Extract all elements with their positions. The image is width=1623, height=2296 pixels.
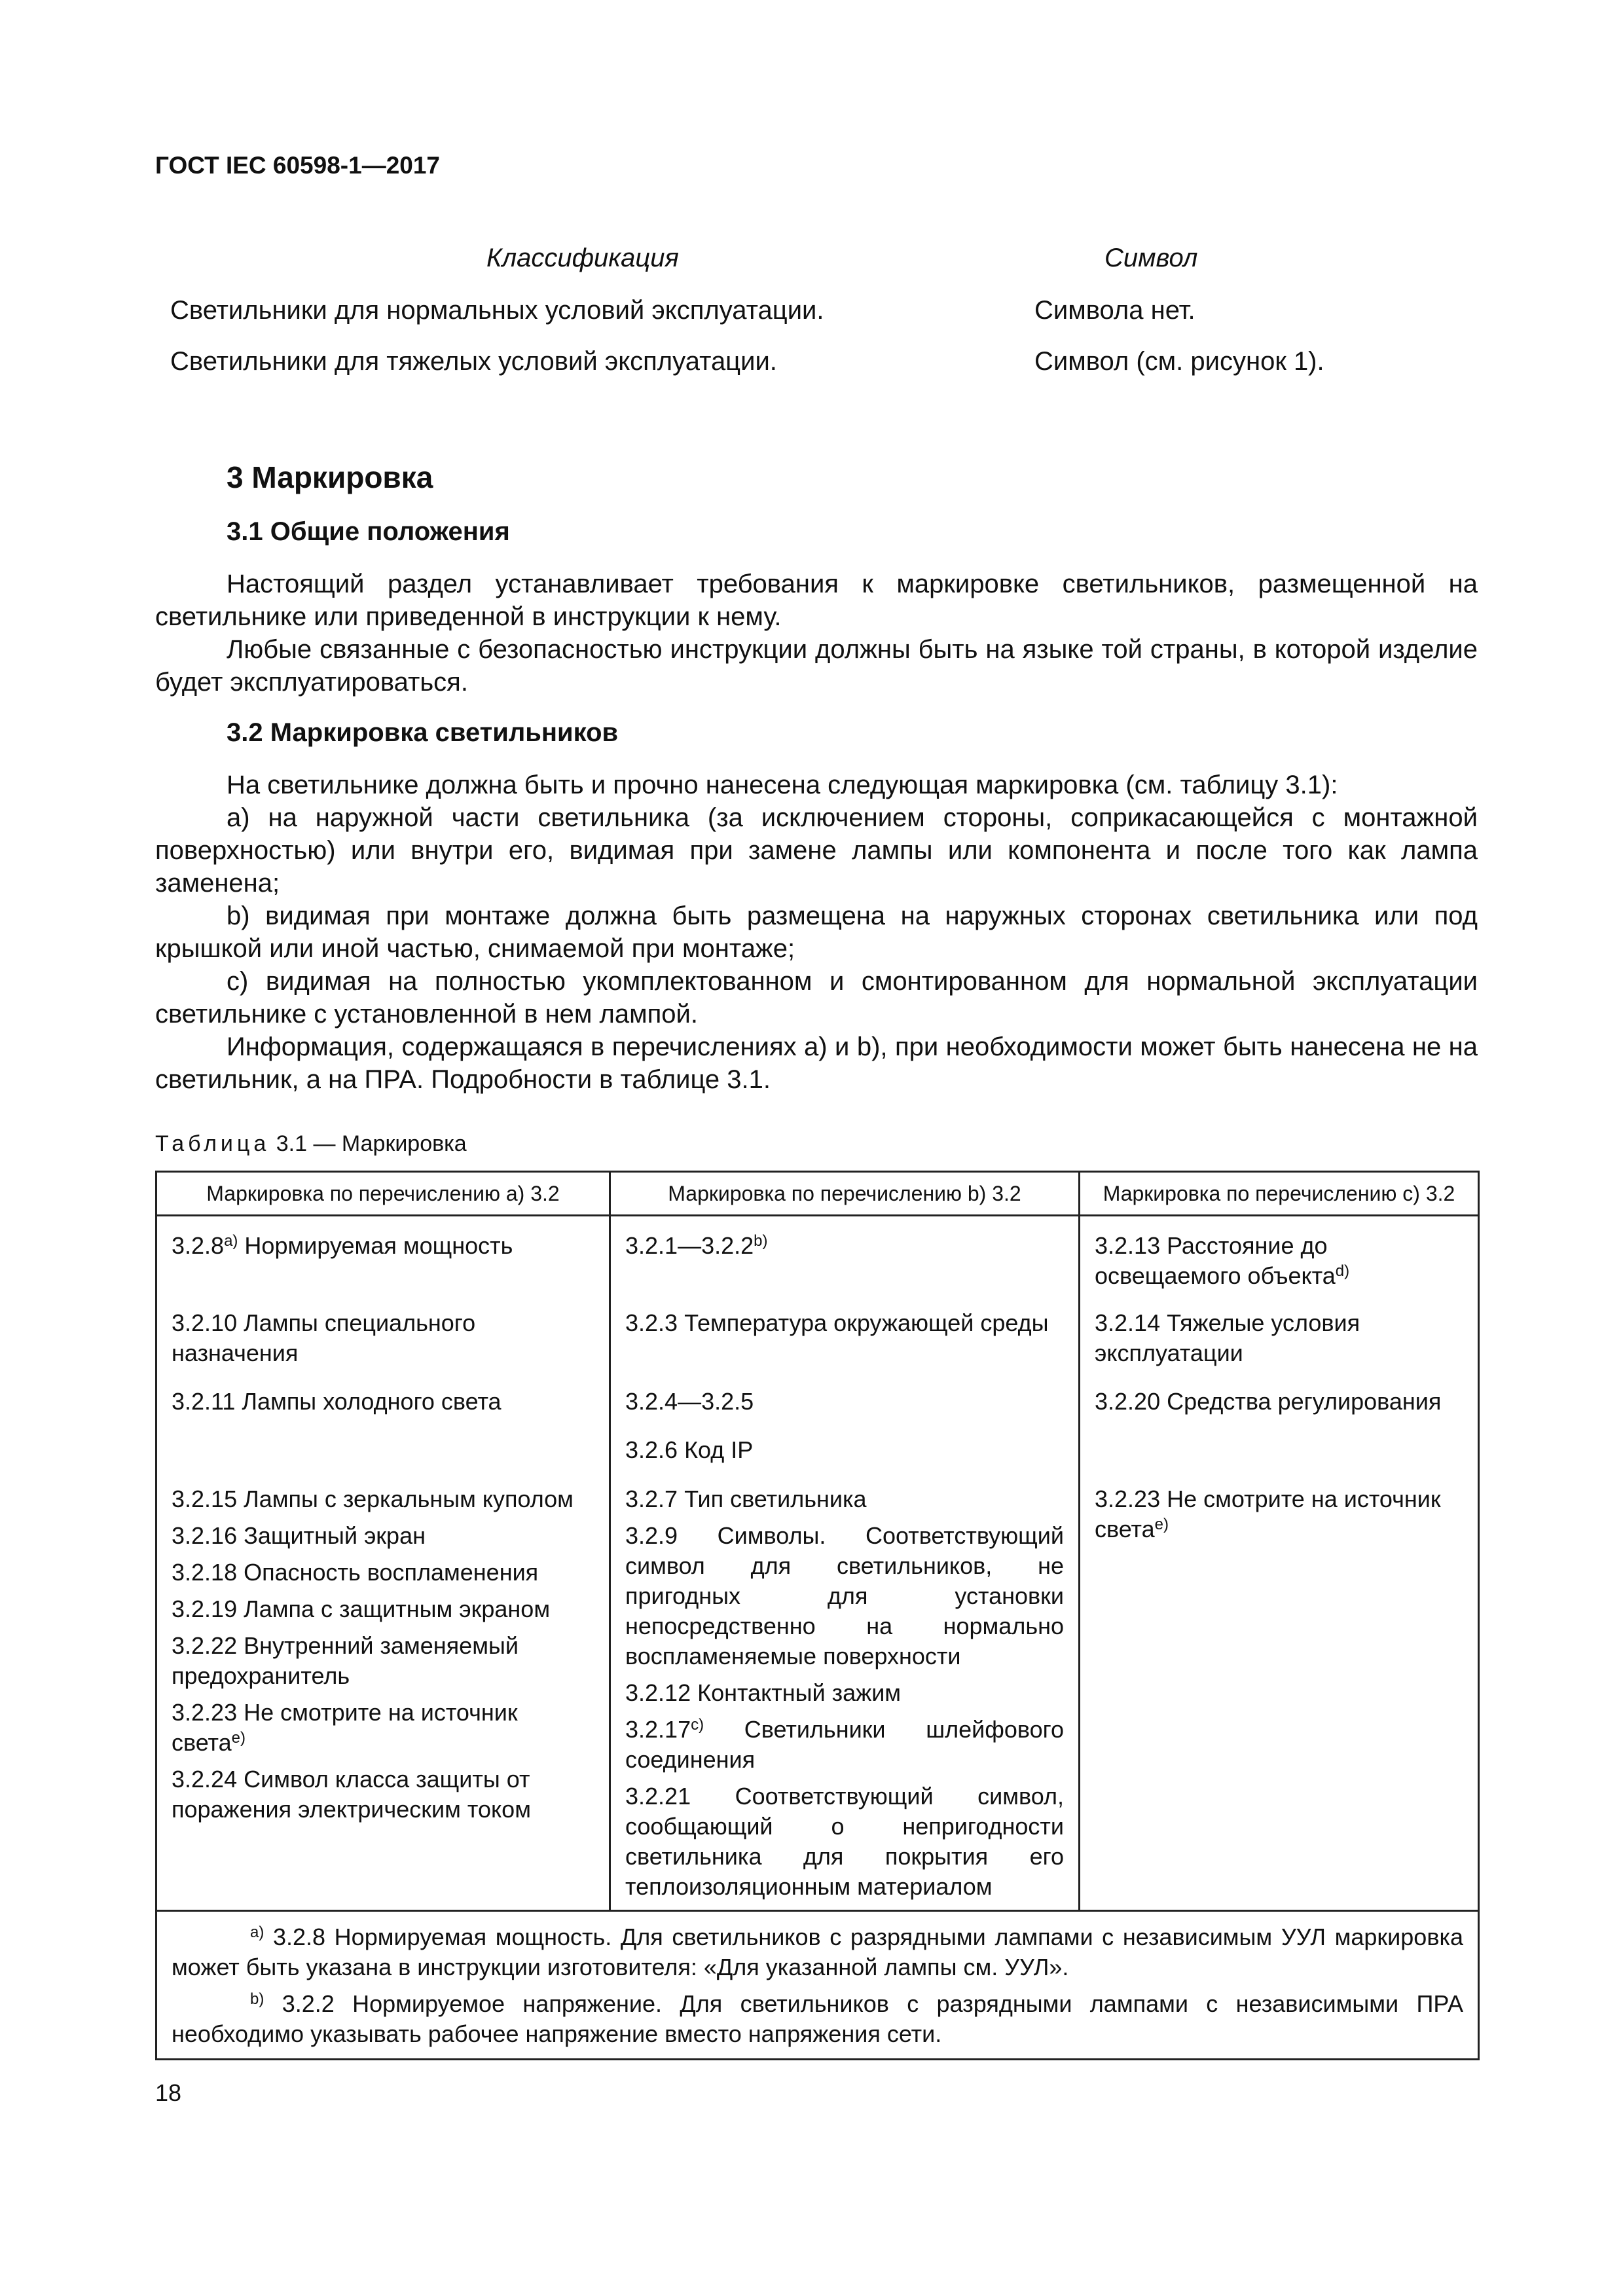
table-item: 3.2.1—3.2.2$^{b)}$: [625, 1232, 768, 1259]
paragraph: Информация, содержащаяся в перечислениях a) и b), при необходимости может быть нанесена не на светильник, а на ПРА. Подробности в таблице 3.1.: [155, 1032, 1478, 1094]
table-item: 3.2.16 Защитный экран: [172, 1522, 426, 1549]
table-item: 3.2.24 Символ класса защиты от поражения электрическим током: [172, 1766, 531, 1823]
table-item: 3.2.8$^{a)}$ Нормируемая мощность: [172, 1232, 513, 1259]
table-caption-label: Таблица: [155, 1131, 270, 1156]
marking-table: [155, 1171, 1480, 2060]
table-footnotes: [156, 1911, 1479, 2060]
table-item: 3.2.21 Соответствующий символ, сообщающий о непригодности светильника для покрытия его теплоизоляционным материалом: [625, 1783, 1064, 1900]
table-item: 3.2.23 Не смотрите на источник света$^{e)}$: [172, 1699, 518, 1756]
table-item: 3.2.17$^{c)}$ Светильники шлейфового соединения: [625, 1716, 1064, 1773]
table-item: 3.2.14 Тяжелые условия эксплуатации: [1095, 1309, 1360, 1366]
table-item: 3.2.3 Температура окружающей среды: [625, 1309, 1049, 1336]
classification-column-head: Классификация: [486, 244, 679, 272]
classification-row-2: Светильники для тяжелых условий эксплуатации.: [170, 347, 777, 376]
table-caption: [155, 1131, 467, 1157]
section-3-1-title: 3.1 Общие положения: [227, 517, 510, 546]
column-c-cell: [1080, 1216, 1479, 1911]
table-item: 3.2.6 Код IP: [625, 1436, 754, 1463]
table-header-cell: Маркировка по перечислению a) 3.2: [156, 1172, 610, 1216]
table-header-row: [156, 1172, 1479, 1216]
column-a-cell: [156, 1216, 610, 1911]
paragraph: Настоящий раздел устанавливает требования к маркировке светильников, размещенной на светильнике или приведенной в инструкции к нему.: [155, 570, 1478, 631]
table-item: 3.2.9 Символы. Соответствующий символ для светильников, не пригодных для установки непосредственно на нормально воспламеняемые поверхности: [625, 1522, 1064, 1669]
page-number: 18: [155, 2079, 182, 2106]
table-body-row: [156, 1216, 1479, 1911]
table-item: 3.2.22 Внутренний заменяемый предохранитель: [172, 1632, 519, 1689]
table-header-cell: Маркировка по перечислению b) 3.2: [610, 1172, 1080, 1216]
section-3-2-body: [155, 769, 1478, 1096]
table-footnote-row: [156, 1911, 1479, 2060]
table-item: 3.2.20 Средства регулирования: [1095, 1388, 1442, 1415]
section-3-2-title: 3.2 Маркировка светильников: [227, 718, 619, 747]
list-item-a: a) на наружной части светильника (за исключением стороны, соприкасающейся с монтажной поверхностью) или внутри его, видимая при замене лампы или компонента и после того как лампа заменена;: [155, 803, 1478, 898]
table-item: 3.2.4—3.2.5: [625, 1388, 754, 1415]
table-item: 3.2.15 Лампы с зеркальным куполом: [172, 1485, 574, 1512]
table-caption-text: 3.1 — Маркировка: [270, 1131, 467, 1156]
symbol-row-2: Символ (см. рисунок 1).: [1034, 347, 1324, 376]
table-item: 3.2.19 Лампа с защитным экраном: [172, 1595, 551, 1622]
section-3-title: 3 Маркировка: [227, 460, 433, 494]
footnote-a: $^{a)}$ 3.2.8 Нормируемая мощность. Для светильников с разрядными лампами с независимым УУЛ маркировка может быть указана в инструкции изготовителя: «Для указанной лампы см. УУЛ».: [172, 1923, 1463, 1980]
table-item: 3.2.7 Тип светильника: [625, 1485, 867, 1512]
table-item: 3.2.18 Опасность воспламенения: [172, 1559, 539, 1586]
table-item: 3.2.10 Лампы специального назначения: [172, 1309, 476, 1366]
table-item: 3.2.11 Лампы холодного света: [172, 1388, 501, 1415]
table-header-cell: Маркировка по перечислению c) 3.2: [1080, 1172, 1479, 1216]
symbol-row-1: Символа нет.: [1034, 296, 1195, 325]
table-item: 3.2.12 Контактный зажим: [625, 1679, 902, 1706]
list-item-b: b) видимая при монтаже должна быть размещена на наружных сторонах светильника или под крышкой или иной частью, снимаемой при монтаже;: [155, 902, 1478, 963]
symbol-column-head: Символ: [1104, 244, 1198, 272]
footnote-b: $^{b)}$ 3.2.2 Нормируемое напряжение. Для светильников с разрядными лампами с независимыми ПРА необходимо указывать рабочее напряжение вместо напряжения сети.: [172, 1990, 1463, 2047]
paragraph: Любые связанные с безопасностью инструкции должны быть на языке той страны, в которой изделие будет эксплуатироваться.: [155, 635, 1478, 697]
table-item: 3.2.13 Расстояние до освещаемого объекта$^{d)}$: [1095, 1232, 1350, 1289]
column-b-cell: [610, 1216, 1080, 1911]
document-header: ГОСТ IEC 60598-1—2017: [155, 152, 441, 179]
list-item-c: c) видимая на полностью укомплектованном и смонтированном для нормальной эксплуатации светильнике с установленной в нем лампой.: [155, 967, 1478, 1029]
table-item: 3.2.23 Не смотрите на источник света$^{e)}$: [1095, 1485, 1441, 1542]
section-3-1-body: [155, 568, 1478, 699]
classification-row-1: Светильники для нормальных условий эксплуатации.: [170, 296, 824, 325]
paragraph: На светильнике должна быть и прочно нанесена следующая маркировка (см. таблицу 3.1):: [227, 771, 1338, 799]
